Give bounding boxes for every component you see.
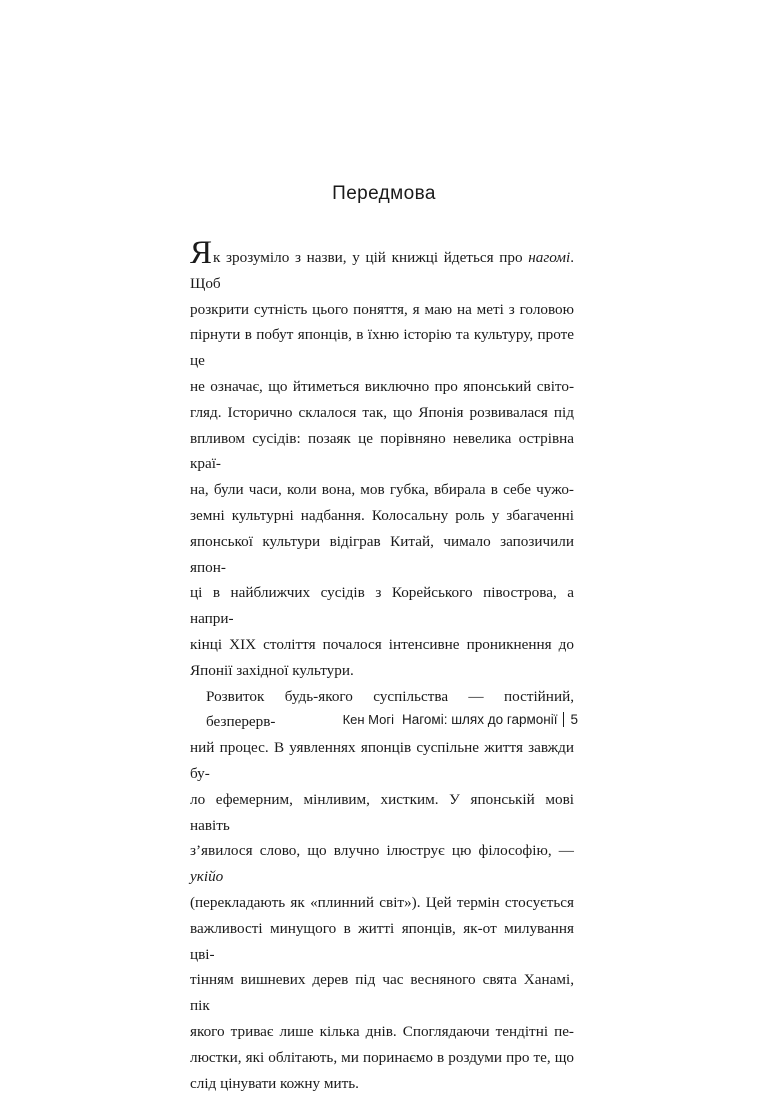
text-line: гляд. Історично склалося так, що Японія розвивалася під bbox=[190, 400, 574, 426]
paragraph-1-line-1: Як зрозуміло з назви, у цій книжці йдеться про нагомі. Щоб bbox=[190, 241, 574, 297]
page-number: 5 bbox=[570, 712, 578, 727]
text-line: (перекладають як «плинний світ»). Цей термін стосується bbox=[190, 890, 574, 916]
term-ukiyo: укійо bbox=[190, 868, 223, 885]
text-line: розкрити сутність цього поняття, я маю на меті з головою bbox=[190, 297, 574, 323]
body-text bbox=[190, 241, 574, 1096]
text-line: пірнути в побут японців, в їхню історію та культуру, проте це bbox=[190, 322, 574, 374]
text-line: важливості минущого в житті японців, як-от милування цві- bbox=[190, 916, 574, 968]
text-line: японської культури відіграв Китай, чимало запозичили япон- bbox=[190, 529, 574, 581]
paragraph-2-first-line: Розвиток будь-якого суспільства — постійний, безперерв- bbox=[190, 684, 574, 736]
text-line: якого триває лише кілька днів. Споглядаючи тендітні пе- bbox=[190, 1019, 574, 1045]
text-line: впливом сусідів: позаяк це порівняно невелика острівна краї- bbox=[190, 426, 574, 478]
footer-divider bbox=[563, 712, 564, 727]
text-line: Японії західної культури. bbox=[190, 658, 574, 684]
chapter-title: Передмова bbox=[0, 183, 768, 205]
text-line: люстки, які облітають, ми поринаємо в роздуми про те, що bbox=[190, 1045, 574, 1071]
drop-cap: Я bbox=[190, 235, 212, 271]
term-nagomi: нагомі bbox=[528, 249, 570, 266]
footer-author: Кен Могі bbox=[343, 712, 394, 727]
text-line: ці в найближчих сусідів з Корейського півострова, а напри- bbox=[190, 580, 574, 632]
text-line: не означає, що йтиметься виключно про японський світо- bbox=[190, 374, 574, 400]
text-line: ло ефемерним, мінливим, хистким. У японській мові навіть bbox=[190, 787, 574, 839]
running-footer bbox=[343, 712, 578, 727]
text-line: кінці XIX століття почалося інтенсивне проникнення до bbox=[190, 632, 574, 658]
text-line: земні культурні надбання. Колосальну роль у збагаченні bbox=[190, 503, 574, 529]
text-line: ний процес. В уявленнях японців суспільне життя завжди бу- bbox=[190, 735, 574, 787]
text-line: слід цінувати кожну мить. bbox=[190, 1071, 574, 1096]
text-line: з’явилося слово, що влучно ілюструє цю філософію, — укійо bbox=[190, 838, 574, 890]
footer-book-title: Нагомі: шлях до гармонії bbox=[402, 712, 557, 727]
text-line: на, були часи, коли вона, мов губка, вбирала в себе чужо- bbox=[190, 477, 574, 503]
text-line: тінням вишневих дерев під час весняного свята Ханамі, пік bbox=[190, 967, 574, 1019]
